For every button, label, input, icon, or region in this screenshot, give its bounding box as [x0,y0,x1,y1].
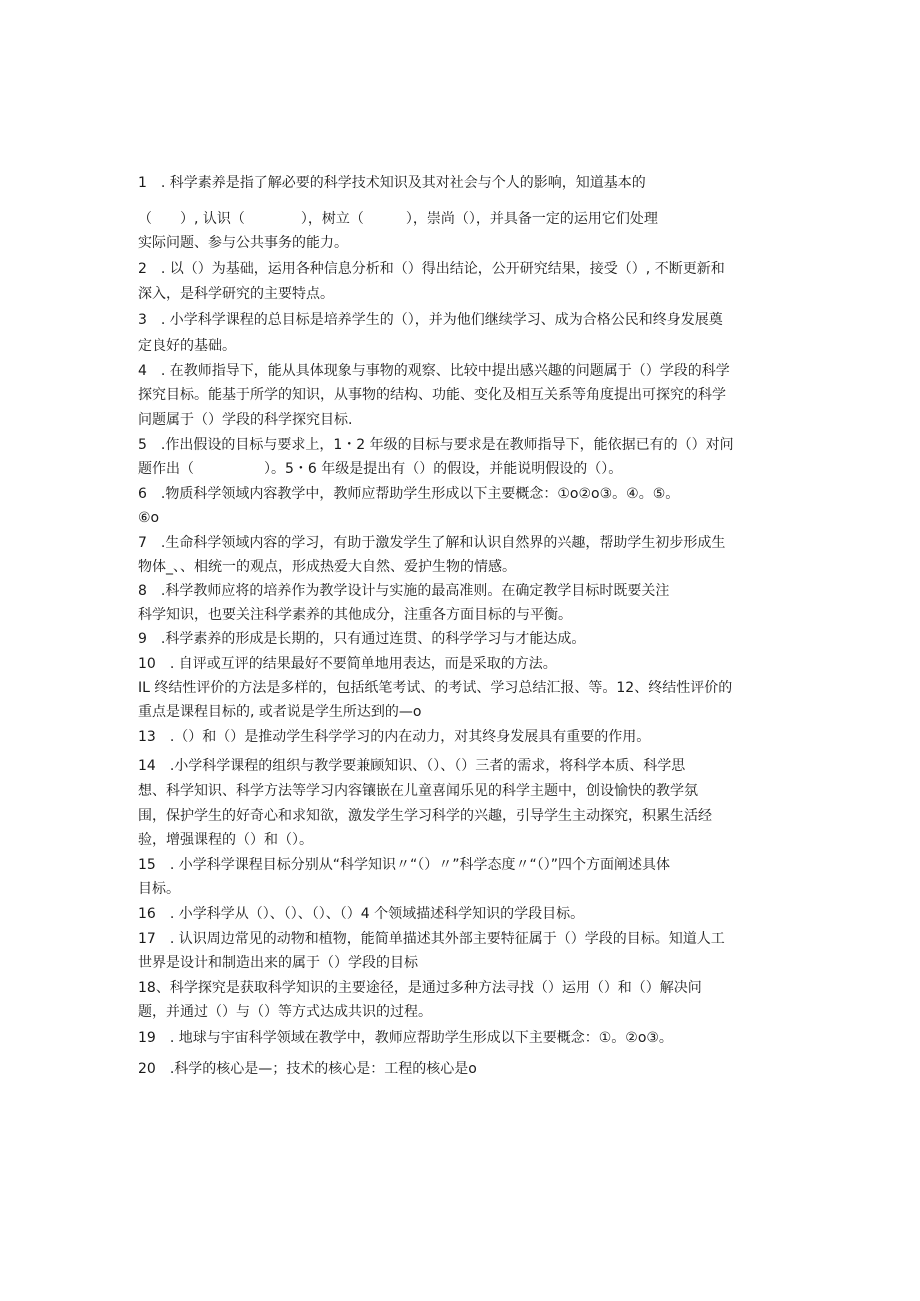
text-line-q18: 18、科学探究是获取科学知识的主要途径，是通过多种方法寻找（）运用（）和（）解决问 [138,980,702,996]
text-line-q14: 14 .小学科学课程的组织与教学要兼顾知识、（）、（）三者的需求，将科学本质、科学思 [138,758,686,774]
text-line-q12-cont: 重点是课程目标的, 或者说是学生所达到的—o [138,704,422,720]
text-line-q2-cont: 深入，是科学研究的主要特点。 [138,286,334,302]
text-line-q6-cont: ⑥o [138,510,160,526]
text-line-q16: 16 . 小学科学从（）、（）、（）、（）4 个领域描述科学知识的学段目标。 [138,906,585,922]
text-line-q10: 10 . 自评或互评的结果最好不要简单地用表达，而是采取的方法。 [138,656,557,672]
text-line-q6: 6 .物质科学领域内容教学中，教师应帮助学生形成以下主要概念：①o②o③。④。⑤。 [138,486,680,502]
text-line-q19: 19 . 地球与宇宙科学领域在教学中，教师应帮助学生形成以下主要概念：①。②o③。 [138,1030,673,1046]
text-line-q14-cont: 想、科学知识、科学方法等学习内容镶嵌在儿童喜闻乐见的科学主题中，创设愉快的教学氛 [138,783,698,799]
text-line-q14-cont: 验，增强课程的（）和（）。 [138,832,313,848]
text-line-q17-cont: 世界是设计和制造出来的属于（）学段的目标 [138,955,418,971]
text-line-q15: 15 . 小学科学课程目标分别从“科学知识〃“（）〃”科学态度〃“（）”四个方面阐述具体 [138,857,670,873]
text-line-q18-cont: 题，并通过（）与（）等方式达成共识的过程。 [138,1004,432,1020]
text-line-q1-cont: 实际问题、参与公共事务的能力。 [138,235,348,251]
text-line-q9: 9 .科学素养的形成是长期的，只有通过连贯、的科学学习与才能达成。 [138,631,586,647]
text-line-q8: 8 .科学教师应将的培养作为教学设计与实施的最高准则。在确定教学目标时既要关注 [138,583,670,599]
text-line-q20: 20 .科学的核心是—；技术的核心是：工程的核心是o [138,1061,477,1077]
text-line-q4-cont: 问题属于（）学段的科学探究目标. [138,412,353,428]
text-line-q7-cont: 物体_、、相统一的观点，形成热爱大自然、爱护生物的情感。 [138,559,516,575]
text-line-q17: 17 . 认识周边常见的动物和植物，能简单描述其外部主要特征属于（）学段的目标。知道人工 [138,931,725,947]
text-line-q2: 2 . 以（）为基础，运用各种信息分析和（）得出结论，公开研究结果，接受（）, 不断更新和 [138,261,725,277]
text-line-q4: 4 . 在教师指导下，能从具体现象与事物的观察、比较中提出感兴趣的问题属于（）学段的科学 [138,363,730,379]
text-line-q5-cont: 题作出（ ）。5・6 年级是提出有（）的假设，并能说明假设的（）。 [138,461,623,477]
text-line-q3: 3 . 小学科学课程的总目标是培养学生的（），并为他们继续学习、成为合格公民和终身发展奠 [138,312,723,328]
text-line-q8-cont: 科学知识，也要关注科学素养的其他成分，注重各方面目标的与平衡。 [138,607,572,623]
text-line-q1-cont: （ ）, 认识（ ），树立（ ），崇尚（），并具备一定的运用它们处理 [138,211,658,227]
text-line-q13: 13 .（）和（）是推动学生科学学习的内在动力，对其终身发展具有重要的作用。 [138,729,651,745]
text-line-q1: 1 . 科学素养是指了解必要的科学技术知识及其对社会与个人的影响，知道基本的 [138,175,646,191]
text-line-q4-cont: 探究目标。能基于所学的知识，从事物的结构、功能、变化及相互关系等角度提出可探究的科学 [138,387,726,403]
text-line-q15-cont: 目标。 [138,881,180,897]
text-line-q7: 7 .生命科学领域内容的学习，有助于激发学生了解和认识自然界的兴趣，帮助学生初步形成生 [138,535,726,551]
text-line-q5: 5 .作出假设的目标与要求上，1・2 年级的目标与要求是在教师指导下，能依据已有的（）对问 [138,437,734,453]
text-line-q3-cont: 定良好的基础。 [138,338,236,354]
text-line-q11-q12: IL 终结性评价的方法是多样的，包括纸笔考试、的考试、学习总结汇报、等。12、终结性评价的 [138,680,733,696]
text-line-q14-cont: 围，保护学生的好奇心和求知欲，激发学生学习科学的兴趣，引导学生主动探究，积累生活经 [138,808,712,824]
